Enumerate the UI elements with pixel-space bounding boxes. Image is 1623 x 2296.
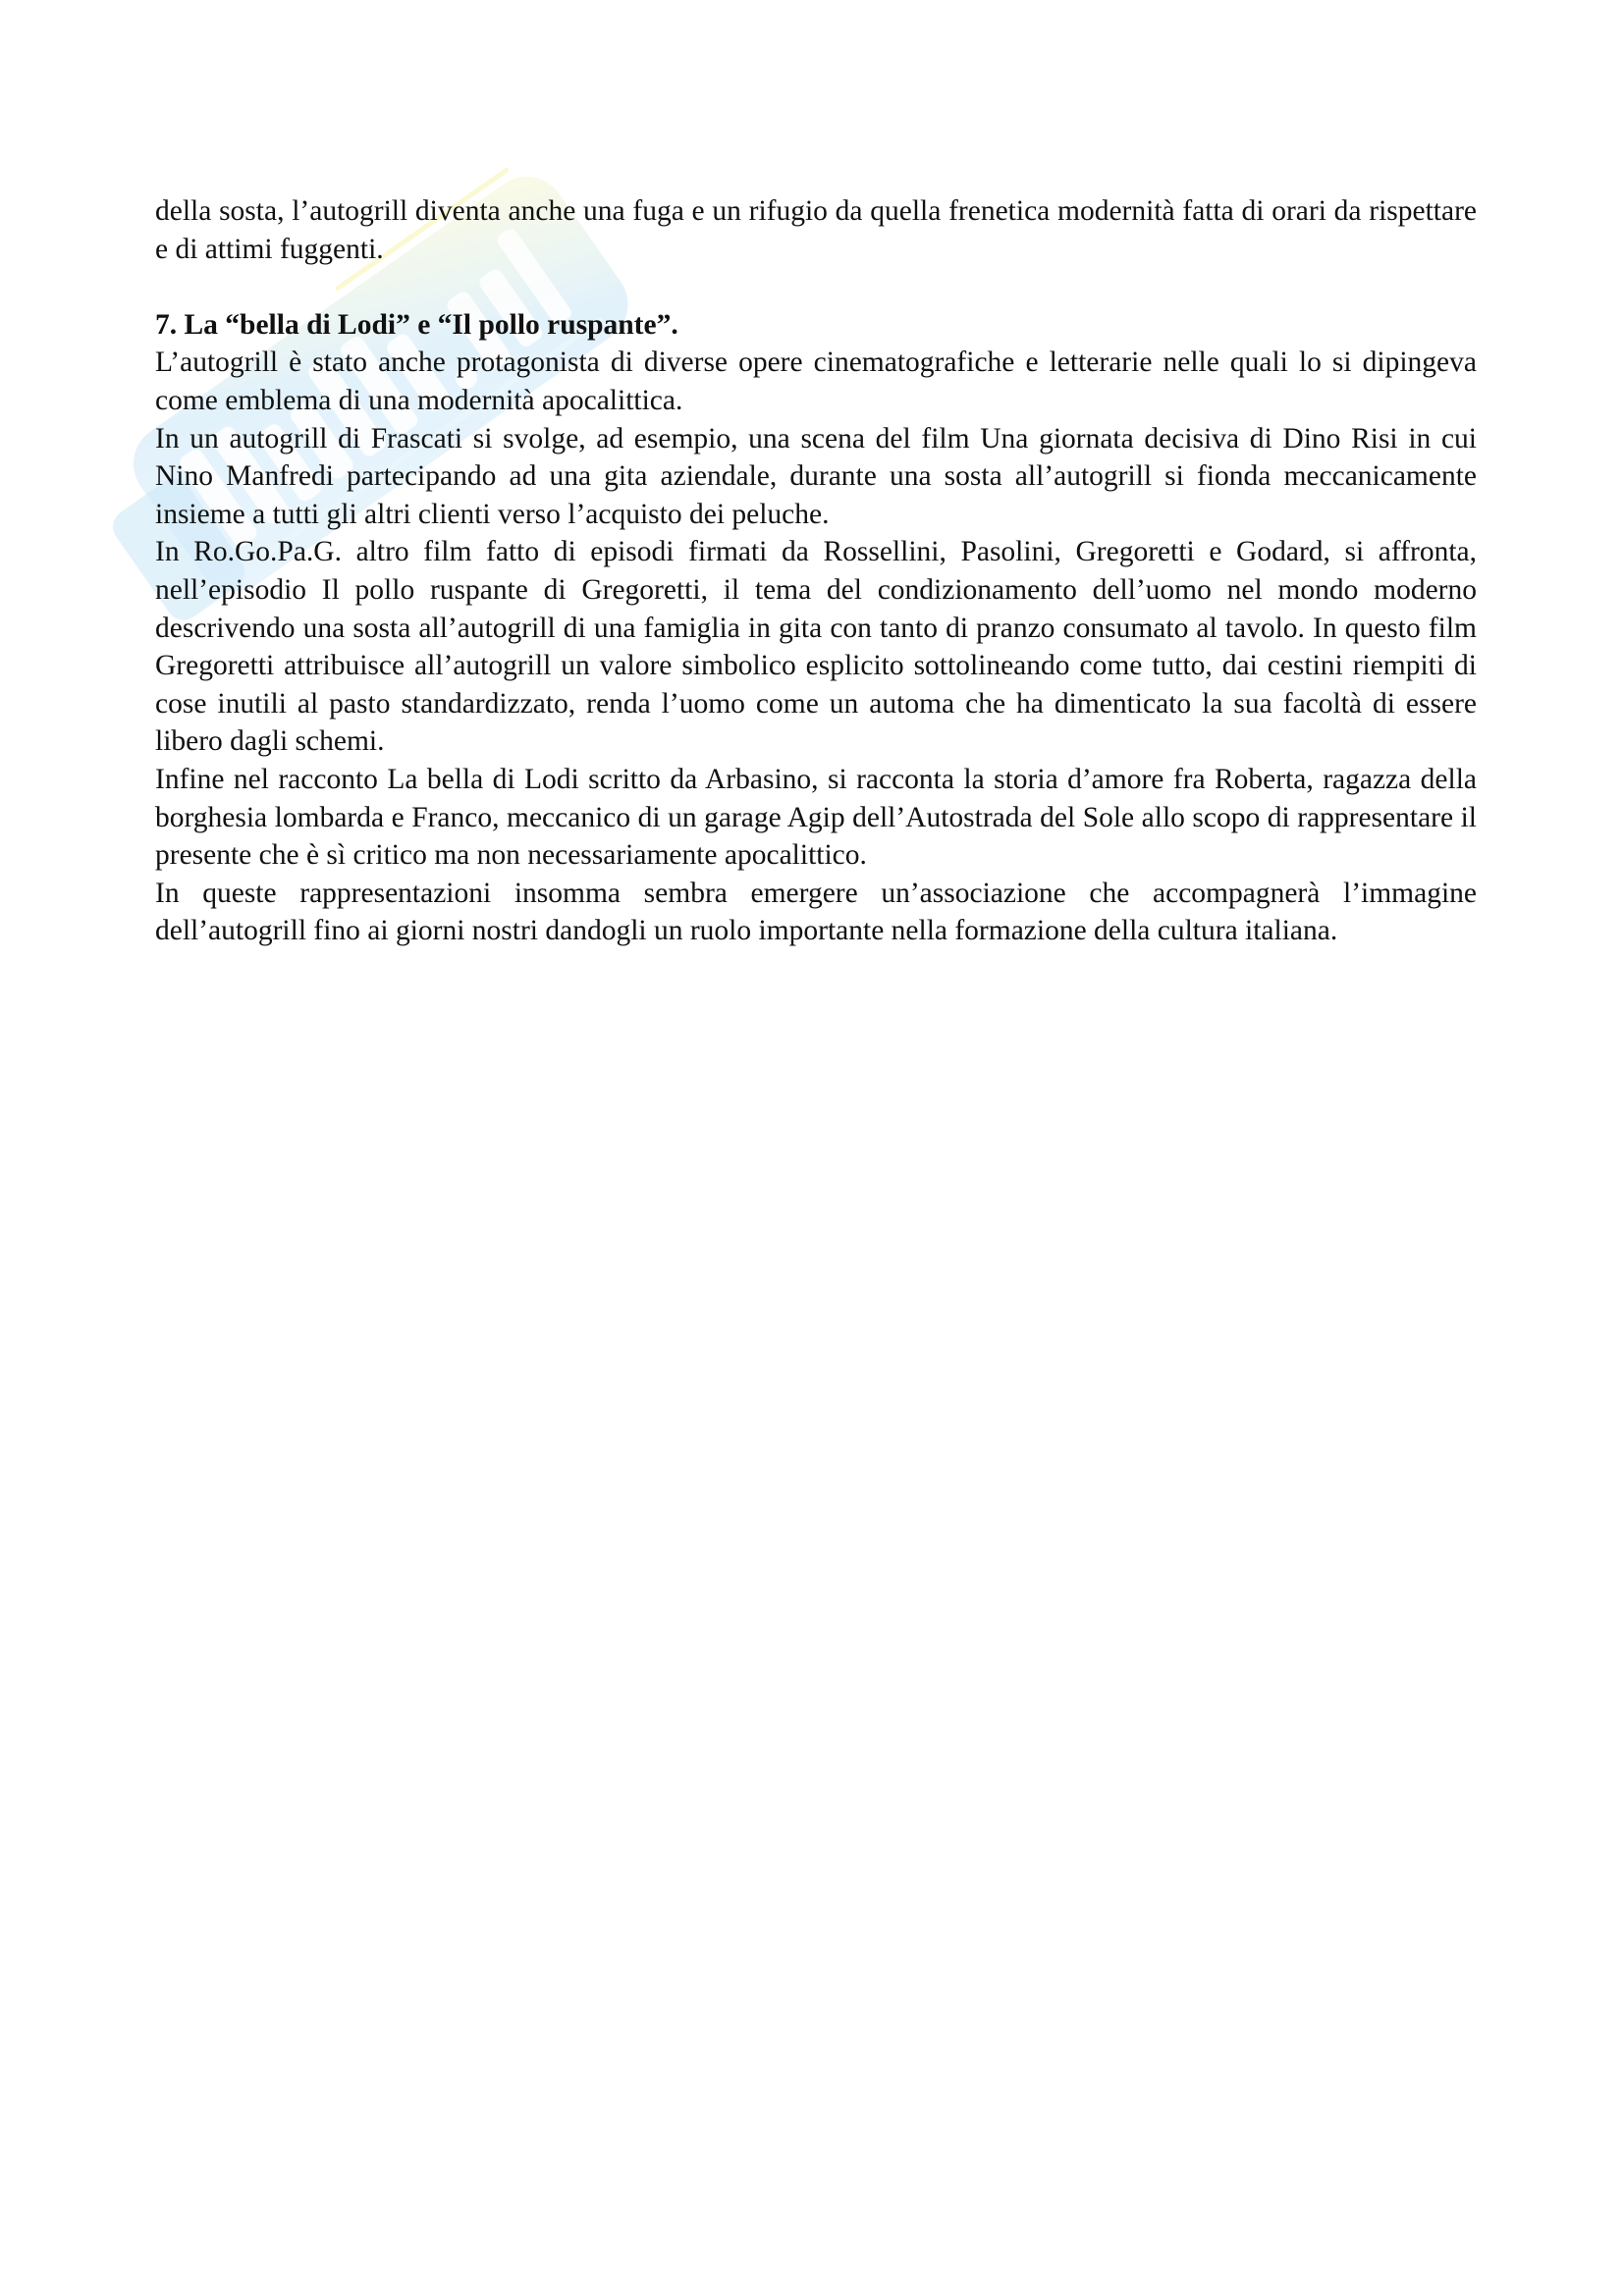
intro-paragraph: della sosta, l’autogrill diventa anche una fuga e un rifugio da quella frenetica modernità fatta di orari da rispettare e di attimi fuggenti. (155, 195, 1477, 265)
body-paragraph: In Ro.Go.Pa.G. altro film fatto di episodi firmati da Rossellini, Pasolini, Gregoretti e Godard, si affronta, nell’episodio Il pollo ruspante di Gregoretti, il tema del condizionamento dell’uomo nel mondo moderno descrivendo una sosta all’autogrill di una famiglia in gita con tanto di pranzo consumato al tavolo. In questo film Gregoretti attribuisce all’autogrill un valore simbolico esplicito sottolineando come tutto, dai cestini riempiti di cose inutili al pasto standardizzato, renda l’uomo come un automa che ha dimenticato la sua facoltà di essere libero dagli schemi. (155, 536, 1477, 758)
body-paragraph: L’autogrill è stato anche protagonista di diverse opere cinematografiche e letterarie nelle quali lo si dipingeva come emblema di una modernità apocalittica. (155, 347, 1477, 416)
body-paragraph: In queste rappresentazioni insomma sembra emergere un’associazione che accompagnerà l’immagine dell’autogrill fino ai giorni nostri dandogli un ruolo importante nella formazione della cultura italiana. (155, 877, 1477, 947)
section-heading: 7. La “bella di Lodi” e “Il pollo ruspante”. (155, 308, 678, 341)
paragraph-spacer (155, 268, 1477, 306)
body-paragraph: In un autogrill di Frascati si svolge, ad esempio, una scena del film Una giornata decisiva di Dino Risi in cui Nino Manfredi partecipando ad una gita aziendale, durante una sosta all’autogrill si fionda meccanicamente insieme a tutti gli altri clienti verso l’acquisto dei peluche. (155, 422, 1477, 530)
document-body (155, 192, 1477, 950)
body-paragraph: Infine nel racconto La bella di Lodi scritto da Arbasino, si racconta la storia d’amore fra Roberta, ragazza della borghesia lombarda e Franco, meccanico di un garage Agip dell’Autostrada del Sole allo scopo di rappresentare il presente che è sì critico ma non necessariamente apocalittico. (155, 763, 1477, 872)
